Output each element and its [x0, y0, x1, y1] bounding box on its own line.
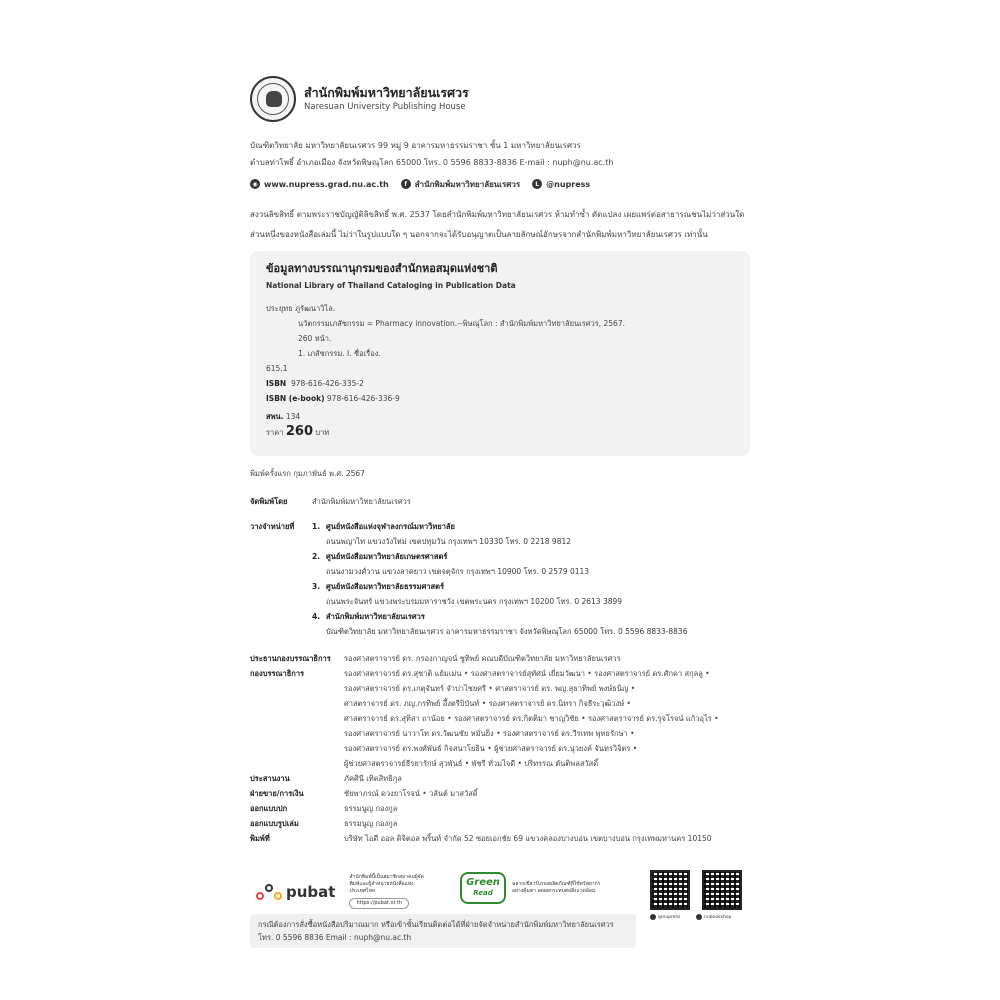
pubat-dots-icon: [256, 880, 284, 904]
distribution-addr: ถนนพญาไท แขวงวังใหม่ เขตปทุมวัน กรุงเทพฯ 10330 โทร. 0 2218 9812: [326, 537, 572, 546]
qr-caption-facebook: nubookshop: [696, 914, 731, 920]
distribution-item: 2. ศูนย์หนังสือมหาวิทยาลัยเกษตรศาสตร์: [312, 552, 448, 561]
cip-author: ประยุทธ ภูรัฒนาวิไล.: [266, 304, 336, 313]
green-read-text: ฉลากเขียวรับรองผลิตภัณฑ์ที่ใช้ทรัพยากรอย่างคุ้มค่า ลดผลกระทบต่อสิ่งแวดล้อม: [512, 881, 601, 894]
editors-line: ศาสตราจารย์ ดร. ภญ.กรทิพย์ อึ้งตรีบิบันท์ • รองศาสตราจารย์ ดร.นิทรา กิจธีระวุฒิวงษ์ •: [344, 699, 631, 708]
web-icon: ◉: [250, 179, 260, 189]
cip-subjects: 1. เภสัชกรรม. I. ชื่อเรื่อง.: [298, 349, 381, 358]
editorial-board: ประธานกองบรรณาธิการ รองศาสตราจารย์ ดร. กรองกาญจน์ ชูทิพย์ คณบดีบัณฑิตวิทยาลัย มหาวิทยาลัยนเรศวร กองบรรณาธิการ รองศาสตราจารย์ ดร.สุชาติ แย้มเม่น • รองศาสตราจารย์สุทัศน์ เยี่ยมวัฒนา • รองศาสตราจารย์ ดร.ศักดา สกุลลู • รองศาสตราจารย์ ดร.เกตุจันทร์ จำปาไชยศรี • ศาสตราจารย์ ดร. พญ.สุธาทิพย์ พงษ์ธนิญ • ศาสตราจารย์ ดร. ภญ.กรทิพย์ อึ้งตรีบิบันท์ • รองศาสตราจารย์ ดร.นิทรา กิจธีระวุฒิวงษ์ • ศาสตราจารย์ ดร.สุทิสา ถาน้อย • รองศาสตราจารย์ ดร.กิตติมา ชาญวิชัย • รองศาสตราจารย์ ดร.รุจโรจน์ แก้วอุไร • รองศาสตราจารย์ นาวาโท ดร.วัฒนชัย หมั่นยิ่ง • รองศาสตราจารย์ ดร.วีรเทพ พุทธรักษา • รองศาสตราจารย์ ดร.พงศ์พันธ์ กิจสนาโยธิน • ผู้ช่วยศาสตราจารย์ ดร.นุวยงค์ จันทรวิจิตร • ผู้ช่วยศาสตราจารย์ธีรยารักษ์ สุวพันธ์ • พัชรี ทั่วมไจดี • ปริทรรณ ตันติพลสวัสดิ์ ประสานงาน ภัคศินี เทิดสิทธิกุล ฝ่ายขาย/การเงิน ชัยพาภรณ์ ดวงยาโรจน์ • วลันต์ มาสวัสดิ์ ออกแบบปก ธรรมนูญ กองกูล ออกแบบรูปเล่ม ธรรมนูญ กองกูล พิมพ์ที่ บริษัท ไอดี ออล ดิจิตอล พริ้นท์ จำกัด 52 ซอยเอกชัย 69 แขวงคลองบางบอน เขตบางบอน กรุงเทพมหานคร 10150: [250, 651, 750, 846]
pubat-url[interactable]: https://pubat.or.th: [349, 898, 408, 909]
line-icon: L: [532, 179, 542, 189]
publisher-header: [250, 74, 750, 124]
distribution-item: 3. ศูนย์หนังสือมหาวิทยาลัยธรรมศาสตร์: [312, 582, 444, 591]
publisher-address: [250, 137, 750, 171]
cip-isbn-ebook: ISBN (e-book) 978-616-426-336-9: [266, 394, 400, 403]
sales-finance: ชัยพาภรณ์ ดวงยาโรจน์ • วลันต์ มาสวัสดิ์: [344, 789, 478, 798]
editors-line: รองศาสตราจารย์ ดร.พงศ์พันธ์ กิจสนาโยธิน • ผู้ช่วยศาสตราจารย์ ดร.นุวยงค์ จันทรวิจิตร •: [344, 744, 638, 753]
line-link[interactable]: @nupress: [546, 179, 591, 189]
line-icon: [650, 914, 656, 920]
distribution-addr: ถนนงามวงศ์วาน แขวงลาดยาว เขตจตุจักร กรุงเทพฯ 10900 โทร. 0 2579 0113: [326, 567, 590, 576]
cip-nupress-no: สพน. 134: [266, 412, 301, 421]
board-chair: รองศาสตราจารย์ ดร. กรองกาญจน์ ชูทิพย์ คณบดีบัณฑิตวิทยาลัย มหาวิทยาลัยนเรศวร: [344, 654, 621, 663]
editors-line: รองศาสตราจารย์ ดร.เกตุจันทร์ จำปาไชยศรี • ศาสตราจารย์ ดร. พญ.สุธาทิพย์ พงษ์ธนิญ •: [344, 684, 636, 693]
footer: [250, 868, 750, 958]
green-read-badge: [460, 872, 602, 904]
cip-entry: นวัตกรรมเภสัชกรรม = Pharmacy innovation.--พิษณุโลก : สำนักพิมพ์มหาวิทยาลัยนเรศวร, 2567.: [298, 319, 625, 328]
bulk-order-note: [250, 914, 636, 948]
editors-line: รองศาสตราจารย์ นาวาโท ดร.วัฒนชัย หมั่นยิ่ง • รองศาสตราจารย์ ดร.วีรเทพ พุทธรักษา •: [344, 729, 635, 738]
order-line-2: โทร. 0 5596 8836 Email : nuph@nu.ac.th: [258, 933, 412, 942]
distribution-addr: บัณฑิตวิทยาลัย มหาวิทยาลัยนเรศวร อาคารมหาธรรมราชา จังหวัดพิษณุโลก 65000 โทร. 0 5596 8833-8836: [326, 627, 688, 636]
cip-isbn: ISBN 978-616-426-335-2: [266, 379, 364, 388]
cip-box: [250, 251, 750, 456]
pubat-logo-text: pubat: [286, 882, 336, 901]
cip-title-en: National Library of Thailand Cataloging in Publication Data: [266, 281, 516, 290]
published-by-row: จัดพิมพ์โดย สำนักพิมพ์มหาวิทยาลัยนเรศวร: [250, 497, 411, 506]
colophon-page: [250, 74, 750, 846]
pubat-badge: [256, 874, 429, 909]
qr-code-facebook[interactable]: [702, 870, 742, 910]
copyright-line-2: ส่วนหนึ่งของหนังสือเล่มนี้ ไม่ว่าในรูปแบบใด ๆ นอกจากจะได้รับอนุญาตเป็นลายลักษณ์อักษรจากสำนักพิมพ์มหาวิทยาลัยนเรศวร เท่านั้น: [250, 230, 708, 239]
distribution-item: 4. สำนักพิมพ์มหาวิทยาลัยนเรศวร: [312, 612, 425, 621]
copyright-line-1: สงวนลิขสิทธิ์ ตามพระราชบัญญัติลิขสิทธิ์ พ.ศ. 2537 โดยสำนักพิมพ์มหาวิทยาลัยนเรศวร ห้ามทำซ้ำ ดัดแปลง เผยแพร่ต่อสาธารณชนไม่ว่าส่วนใด: [250, 210, 745, 219]
editors-line: รองศาสตราจารย์ ดร.สุชาติ แย้มเม่น • รองศาสตราจารย์สุทัศน์ เยี่ยมวัฒนา • รองศาสตราจารย์ ดร.ศักดา สกุลลู •: [344, 669, 710, 678]
green-read-logo: Green Read: [460, 872, 506, 904]
cip-pages: 260 หน้า.: [298, 334, 332, 343]
order-line-1: กรณีต้องการสั่งซื้อหนังสือปริมาณมาก หรือเข้าชั้นเรียนติดต่อได้ที่ฝ่ายจัดจำหน่ายสำนักพิมพ์มหาวิทยาลัยนเรศวร: [258, 920, 614, 929]
copyright-notice: [250, 205, 760, 245]
qr-code-line[interactable]: [650, 870, 690, 910]
editors-line: ผู้ช่วยศาสตราจารย์ธีรยารักษ์ สุวพันธ์ • พัชรี ทั่วมไจดี • ปริทรรณ ตันติพลสวัสดิ์: [344, 759, 599, 768]
website-link[interactable]: www.nupress.grad.nu.ac.th: [264, 179, 389, 189]
pubat-text: สำนักพิมพ์นี้เป็นสมาชิกสมาคมผู้จัดพิมพ์และผู้จำหน่ายหนังสือแห่งประเทศไทย: [349, 874, 424, 894]
address-line-1: บัณฑิตวิทยาลัย มหาวิทยาลัยนเรศวร 99 หมู่ 9 อาคารมหาธรรมราชา ชั้น 1 มหาวิทยาลัยนเรศวร: [250, 141, 581, 150]
distribution-item: 1. ศูนย์หนังสือแห่งจุฬาลงกรณ์มหาวิทยาลัย: [312, 522, 455, 531]
distribution-section: วางจำหน่ายที่ 1. ศูนย์หนังสือแห่งจุฬาลงกรณ์มหาวิทยาลัย ถนนพญาไท แขวงวังใหม่ เขตปทุมวัน กรุงเทพฯ 10330 โทร. 0 2218 9812 2. ศูนย์หนังสือมหาวิทยาลัยเกษตรศาสตร์ ถนนงามวงศ์วาน แขวงลาดยาว เขตจตุจักร กรุงเทพฯ 10900 โทร. 0 2579 0113 3. ศูนย์หนังสือมหาวิทยาลัยธรรมศาสตร์ ถนนพระจันทร์ แขวงพระบรมมหาราชวัง เขตพระนคร กรุงเทพฯ 10200 โทร. 0 2613 3899 4. สำนักพิมพ์มหาวิทยาลัยนเรศวร บัณฑิตวิทยาลัย มหาวิทยาลัยนเรศวร อาคารมหาธรรมราชา จังหวัดพิษณุโลก 65000 โทร. 0 5596 8833-8836: [250, 519, 750, 639]
university-seal-logo: [250, 76, 296, 122]
cip-title-th: ข้อมูลทางบรรณานุกรมของสำนักหอสมุดแห่งชาติ: [266, 262, 498, 275]
publisher-name-en: Naresuan University Publishing House: [304, 102, 466, 112]
printer: บริษัท ไอดี ออล ดิจิตอล พริ้นท์ จำกัด 52 ซอยเอกชัย 69 แขวงคลองบางบอน เขตบางบอน กรุงเทพมหานคร 10150: [344, 834, 712, 843]
layout-design: ธรรมนูญ กองกูล: [344, 819, 398, 828]
address-line-2: ตำบลท่าโพธิ์ อำเภอเมือง จังหวัดพิษณุโลก 65000 โทร. 0 5596 8833-8836 E-mail : nuph@nu.ac.th: [250, 158, 614, 167]
distribution-addr: ถนนพระจันทร์ แขวงพระบรมมหาราชวัง เขตพระนคร กรุงเทพฯ 10200 โทร. 0 2613 3899: [326, 597, 623, 606]
facebook-icon: f: [401, 179, 411, 189]
cip-classno: 615.1: [266, 364, 288, 373]
qr-caption-line: @nupress: [650, 914, 680, 920]
publisher-links: [250, 177, 750, 191]
facebook-icon: [696, 914, 702, 920]
first-print: พิมพ์ครั้งแรก กุมภาพันธ์ พ.ศ. 2567: [250, 469, 365, 478]
facebook-link[interactable]: สำนักพิมพ์มหาวิทยาลัยนเรศวร: [414, 179, 521, 189]
publisher-name-th: สำนักพิมพ์มหาวิทยาลัยนเรศวร: [304, 85, 469, 100]
cover-design: ธรรมนูญ กองกูล: [344, 804, 398, 813]
coordinator: ภัคศินี เทิดสิทธิกุล: [344, 774, 402, 783]
cip-price: ราคา 260 บาท: [266, 424, 330, 439]
editors-line: ศาสตราจารย์ ดร.สุทิสา ถาน้อย • รองศาสตราจารย์ ดร.กิตติมา ชาญวิชัย • รองศาสตราจารย์ ดร.รุจโรจน์ แก้วอุไร •: [344, 714, 719, 723]
